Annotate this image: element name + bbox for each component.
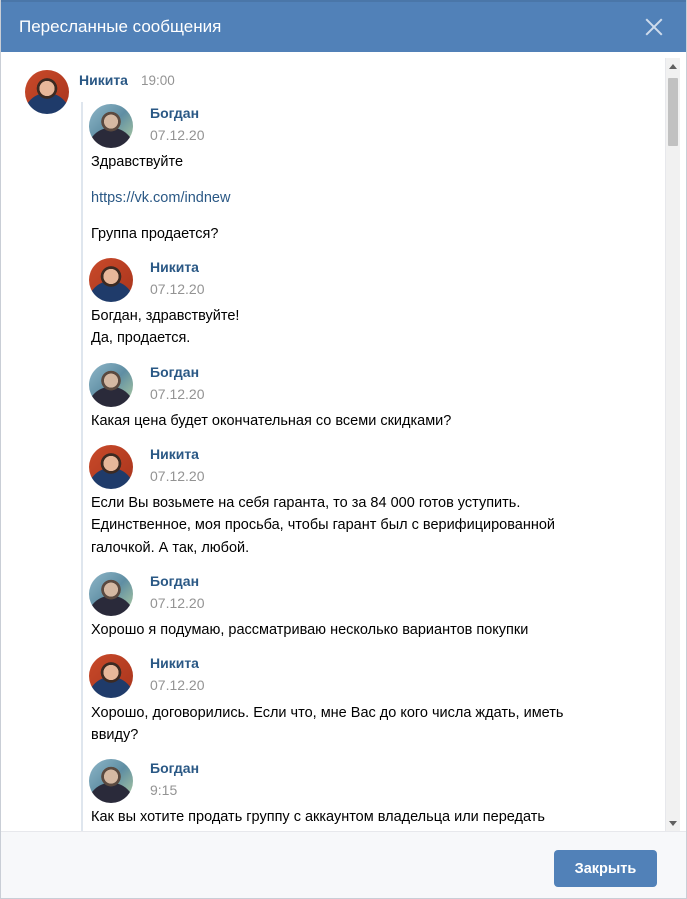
author-name[interactable]: Богдан: [150, 364, 200, 380]
avatar[interactable]: [25, 70, 69, 114]
message-date: 07.12.20: [150, 281, 205, 297]
message-text: Группа продается?: [91, 226, 219, 242]
avatar[interactable]: [89, 572, 133, 616]
messages-area[interactable]: [1, 58, 686, 832]
dialog-footer: [1, 831, 686, 898]
author-name[interactable]: Богдан: [150, 573, 200, 589]
author-name[interactable]: Никита: [150, 655, 199, 671]
avatar[interactable]: [89, 654, 133, 698]
message-text: ввиду?: [91, 727, 139, 743]
author-name[interactable]: Никита: [150, 446, 199, 462]
message-text: Если Вы возьмете на себя гаранта, то за 84 000 готов уступить.: [91, 495, 521, 511]
author-name[interactable]: Богдан: [150, 760, 200, 776]
message-text: галочкой. А так, любой.: [91, 540, 250, 556]
message-date: 9:15: [150, 782, 178, 798]
avatar[interactable]: [89, 104, 133, 148]
dialog-title: Пересланные сообщения: [19, 17, 222, 36]
message-text: Богдан, здравствуйте!: [91, 308, 240, 324]
message-time: 19:00: [141, 73, 175, 88]
message-text: Какая цена будет окончательная со всеми скидками?: [91, 413, 452, 429]
message-link[interactable]: https://vk.com/indnew: [91, 190, 231, 206]
message-text: Да, продается.: [91, 330, 191, 346]
avatar[interactable]: [89, 363, 133, 407]
message-text: Хорошо, договорились. Если что, мне Вас до кого числа ждать, иметь: [91, 705, 564, 721]
scroll-thumb[interactable]: [668, 78, 678, 146]
author-name[interactable]: Богдан: [150, 105, 200, 121]
close-icon[interactable]: [644, 17, 664, 37]
message-text: Хорошо я подумаю, рассматриваю несколько вариантов покупки: [91, 622, 529, 638]
message-date: 07.12.20: [150, 595, 205, 611]
message-text: Здравствуйте: [91, 154, 184, 170]
message-date: 07.12.20: [150, 677, 205, 693]
message-text: Как вы хотите продать группу с аккаунтом владельца или передать: [91, 809, 545, 825]
message-date: 07.12.20: [150, 386, 205, 402]
avatar[interactable]: [89, 258, 133, 302]
scrollbar[interactable]: [665, 58, 680, 832]
message-date: 07.12.20: [150, 468, 205, 484]
avatar[interactable]: [89, 759, 133, 803]
author-name[interactable]: Никита: [150, 259, 199, 275]
avatar[interactable]: [89, 445, 133, 489]
forward-thread-line: [81, 102, 83, 832]
scroll-up-icon[interactable]: [669, 64, 677, 69]
dialog-header: [1, 0, 686, 52]
author-name[interactable]: Никита: [79, 72, 128, 88]
messages-content: [1, 58, 664, 832]
message-text: Единственное, моя просьба, чтобы гарант был с верифицированной: [91, 517, 556, 533]
close-button[interactable]: Закрыть: [554, 850, 657, 887]
scroll-down-icon[interactable]: [669, 821, 677, 826]
message-date: 07.12.20: [150, 127, 205, 143]
